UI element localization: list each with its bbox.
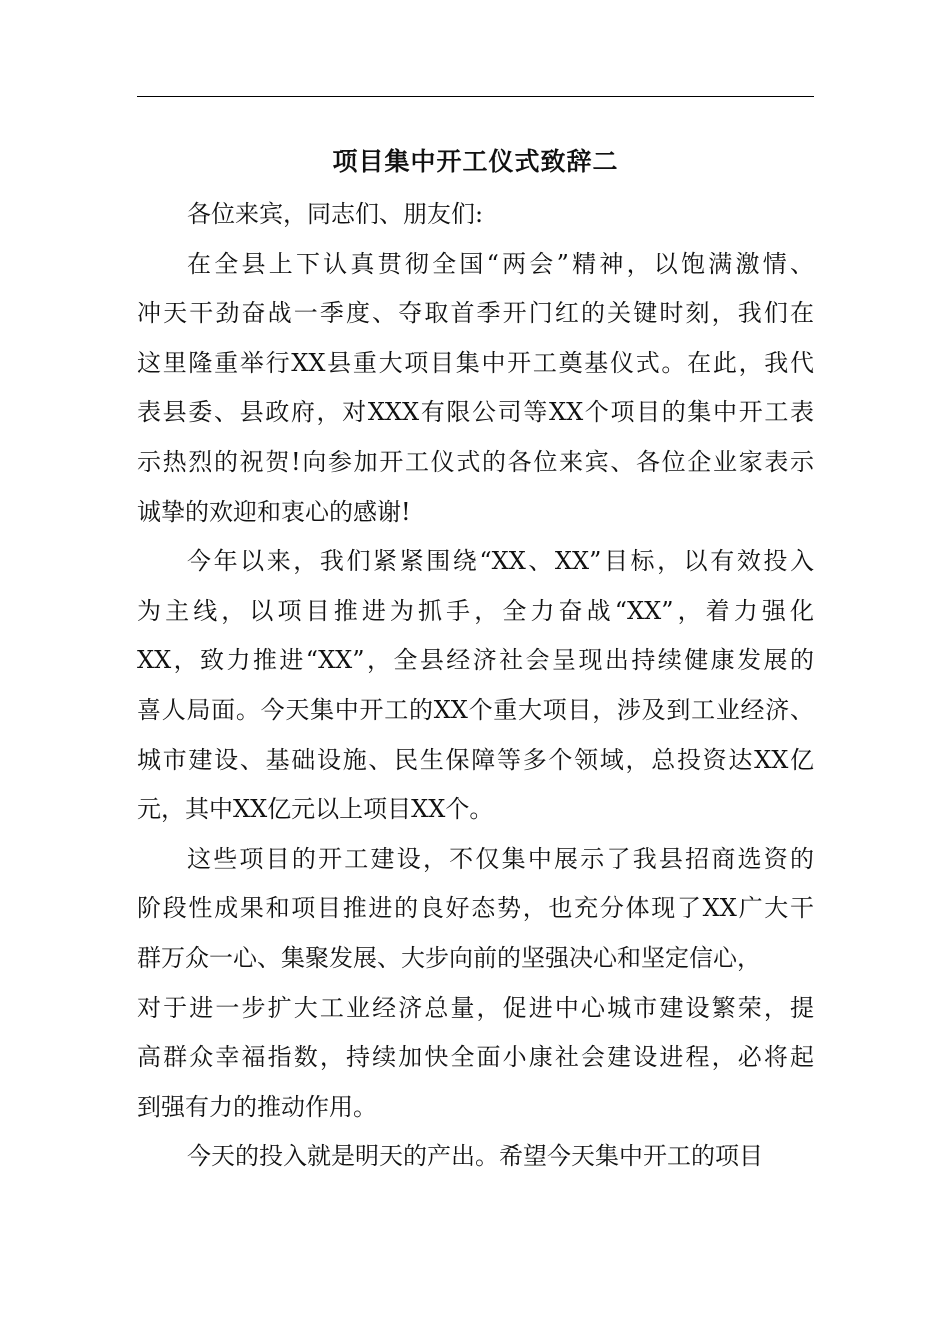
paragraph-2-line-1: 今年以来，我们紧紧围绕“XX、XX”目标，以有效投入 xyxy=(187,547,814,576)
paragraph-2-line-2: 为主线，以项目推进为抓手，全力奋战“XX”，着力强化 xyxy=(137,596,814,625)
paragraph-3-line-2: 阶段性成果和项目推进的良好态势，也充分体现了XX广大干 xyxy=(137,894,814,923)
paragraph-1-line-6: 诚挚的欢迎和衷心的感谢! xyxy=(137,497,411,526)
document-body xyxy=(137,190,814,1182)
paragraph-1-line-2: 冲天干劲奋战一季度、夺取首季开门红的关键时刻，我们在 xyxy=(137,299,814,328)
paragraph-1-line-1: 在全县上下认真贯彻全国“两会”精神，以饱满激情、 xyxy=(187,249,814,278)
paragraph-1-line-4: 表县委、县政府，对XXX有限公司等XX个项目的集中开工表 xyxy=(137,398,814,427)
paragraph-2-line-3: XX，致力推进“XX”，全县经济社会呈现出持续健康发展的 xyxy=(137,646,814,675)
salutation-line: 各位来宾，同志们、朋友们: xyxy=(187,200,484,228)
header-rule xyxy=(137,96,814,97)
paragraph-2-line-6: 元，其中XX亿元以上项目XX个。 xyxy=(137,795,494,824)
paragraph-2-line-5: 城市建设、基础设施、民生保障等多个领域，总投资达XX亿 xyxy=(137,745,814,774)
paragraph-1-line-3: 这里隆重举行XX县重大项目集中开工奠基仪式。在此，我代 xyxy=(137,348,814,377)
paragraph-1-line-5: 示热烈的祝贺!向参加开工仪式的各位来宾、各位企业家表示 xyxy=(137,447,814,476)
paragraph-3-line-4: 对于进一步扩大工业经济总量，促进中心城市建设繁荣，提 xyxy=(137,993,814,1022)
paragraph-3-line-5: 高群众幸福指数，持续加快全面小康社会建设进程，必将起 xyxy=(137,1043,814,1072)
paragraph-3-line-3: 群万众一心、集聚发展、大步向前的坚强决心和坚定信心， xyxy=(137,943,761,972)
paragraph-2-line-4: 喜人局面。今天集中开工的XX个重大项目，涉及到工业经济、 xyxy=(137,695,814,724)
document-title: 项目集中开工仪式致辞二 xyxy=(332,147,619,176)
paragraph-4-line-1: 今天的投入就是明天的产出。希望今天集中开工的项目 xyxy=(187,1142,763,1171)
paragraph-3-line-6: 到强有力的推动作用。 xyxy=(137,1092,377,1121)
paragraph-3-line-1: 这些项目的开工建设，不仅集中展示了我县招商选资的 xyxy=(187,844,814,873)
